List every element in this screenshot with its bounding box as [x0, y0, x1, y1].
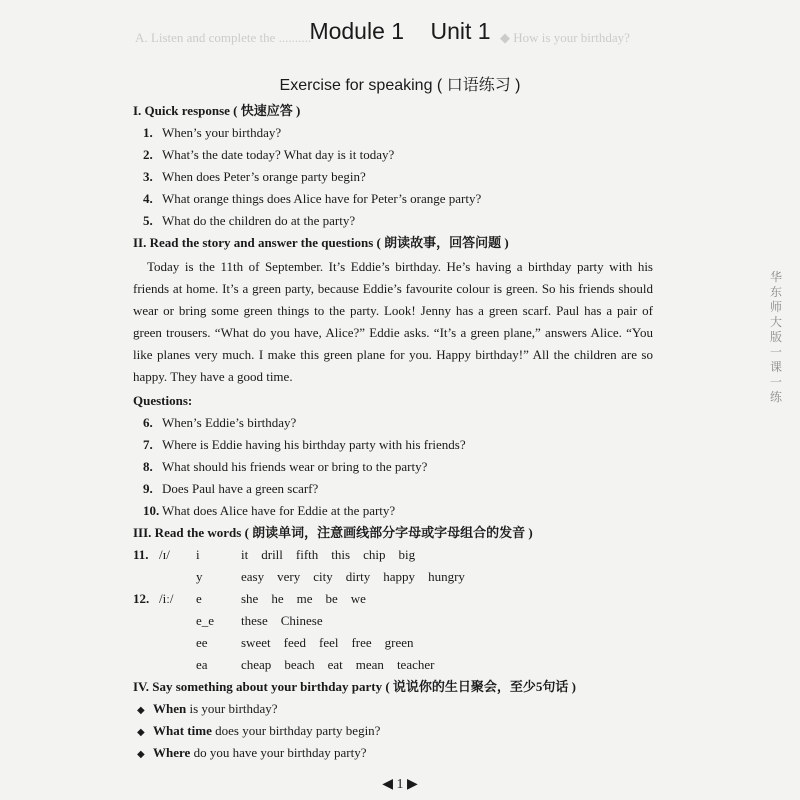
- practice-word: these: [241, 613, 268, 628]
- unit-label: Unit 1: [430, 18, 491, 44]
- question-item: 6. When’s Eddie’s birthday?: [143, 415, 297, 430]
- word-list: [133, 544, 653, 676]
- practice-word: dirty: [345, 569, 371, 584]
- right-arrow-icon: ▶: [407, 777, 418, 792]
- letter-pattern: e: [196, 591, 202, 606]
- section-heading: IV. Say something about your birthday party ( 说说你的生日聚会，至少5句话 ): [133, 679, 577, 694]
- prompt-item: ◆ What time does your birthday party begin?: [133, 720, 653, 742]
- practice-word: Chinese: [280, 613, 323, 628]
- question-item: 3. When does Peter’s orange party begin?: [143, 169, 366, 184]
- row-number: 12.: [133, 591, 150, 606]
- side-label: 华东师大版一课一练: [770, 270, 783, 404]
- letter-pattern: e_e: [196, 613, 215, 628]
- row-number: 11.: [133, 547, 149, 562]
- practice-word: eat: [327, 657, 343, 672]
- practice-word: sweet: [241, 635, 271, 650]
- worksheet-content: [133, 100, 653, 764]
- practice-word: be: [325, 591, 338, 606]
- practice-word: easy: [241, 569, 265, 584]
- practice-word: this: [331, 547, 351, 562]
- practice-word: it: [241, 547, 249, 562]
- prompt-item: ◆ Where do you have your birthday party?: [133, 742, 653, 764]
- bleed-through-text: ◆ How is your birthday?: [500, 30, 630, 45]
- practice-word: we: [350, 591, 366, 606]
- word-row: [133, 632, 653, 654]
- prompt-item: ◆ When is your birthday?: [133, 698, 653, 720]
- letter-pattern: ee: [196, 635, 208, 650]
- word-group: [241, 566, 478, 588]
- letter-pattern: i: [196, 547, 200, 562]
- practice-word: he: [271, 591, 284, 606]
- question-item: 7. Where is Eddie having his birthday party with his friends?: [143, 437, 466, 452]
- question-item: 1. When’s your birthday?: [143, 125, 282, 140]
- practice-word: cheap: [241, 657, 272, 672]
- question-item: 2. What’s the date today? What day is it today?: [143, 147, 395, 162]
- section-heading: III. Read the words ( 朗读单词，注意画线部分字母或字母组合的发音 ): [133, 525, 533, 540]
- practice-word: beach: [284, 657, 315, 672]
- word-group: [241, 610, 336, 632]
- diamond-icon: ◆: [137, 749, 145, 760]
- phonetic-symbol: /iː/: [159, 591, 174, 606]
- practice-word: fifth: [295, 547, 319, 562]
- practice-word: she: [241, 591, 259, 606]
- section-heading: I. Quick response ( 快速应答 ): [133, 103, 301, 118]
- question-item: 8. What should his friends wear or bring to the party?: [143, 459, 428, 474]
- practice-word: green: [384, 635, 414, 650]
- question-item: 4. What orange things does Alice have for Peter’s orange party?: [143, 191, 482, 206]
- question-item: 10. What does Alice have for Eddie at the party?: [143, 503, 396, 518]
- word-row: [133, 588, 653, 610]
- practice-word: feed: [283, 635, 306, 650]
- practice-word: very: [277, 569, 301, 584]
- practice-word: drill: [261, 547, 283, 562]
- diamond-icon: ◆: [137, 705, 145, 716]
- word-row: [133, 544, 653, 566]
- diamond-icon: ◆: [137, 727, 145, 738]
- questions-label: Questions:: [133, 393, 193, 408]
- question-item: 5. What do the children do at the party?: [143, 213, 356, 228]
- word-row: [133, 566, 653, 588]
- practice-word: feel: [318, 635, 339, 650]
- section-heading: II. Read the story and answer the questions ( 朗读故事，回答问题 ): [133, 235, 509, 250]
- practice-word: chip: [363, 547, 386, 562]
- word-row: [133, 654, 653, 676]
- practice-word: happy: [383, 569, 416, 584]
- word-group: [241, 544, 428, 566]
- question-item: 9. Does Paul have a green scarf?: [143, 481, 319, 496]
- bleed-through-text: A. Listen and complete the ..........: [135, 30, 312, 45]
- practice-word: free: [351, 635, 372, 650]
- letter-pattern: y: [196, 569, 203, 584]
- word-group: [241, 632, 427, 654]
- story-paragraph: Today is the 11th of September. It’s Eddie’s birthday. He’s having a birthday party with his friends at home. It’s a green party, because Eddie’s favourite colour is green. So his friends should wear or bring some green things to the party. Look! Jenny has a green scarf. Paul has a pair of green trousers. “What do you have, Alice?” Eddie asks. “It’s a green plane,” answers Alice. “You like planes very much. I make this green plane for you. Happy birthday!” All the children are so happy. They have a good time.: [133, 259, 653, 384]
- left-arrow-icon: ◀: [382, 777, 393, 792]
- page-subtitle: Exercise for speaking ( 口语练习 ): [279, 77, 521, 94]
- module-label: Module 1: [309, 18, 405, 44]
- word-group: [241, 588, 379, 610]
- page-title: [0, 18, 800, 45]
- practice-word: city: [313, 569, 333, 584]
- word-row: [133, 610, 653, 632]
- letter-pattern: ea: [196, 657, 208, 672]
- practice-word: teacher: [396, 657, 435, 672]
- practice-word: mean: [355, 657, 384, 672]
- word-group: [241, 654, 447, 676]
- page-number: ◀ 1 ▶: [382, 777, 418, 792]
- phonetic-symbol: /ɪ/: [159, 547, 170, 562]
- practice-word: me: [296, 591, 313, 606]
- practice-word: hungry: [428, 569, 465, 584]
- practice-word: big: [398, 547, 416, 562]
